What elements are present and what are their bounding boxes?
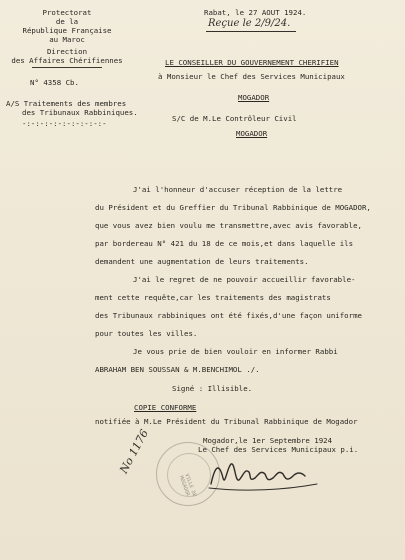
au-maroc-line: au Maroc xyxy=(49,35,85,44)
received-annotation: Reçue le 2/9/24. xyxy=(208,18,291,29)
header-rule xyxy=(32,67,102,68)
stamp-text: VILLE DE MOGADOR xyxy=(177,473,198,498)
place-and-date: Rabat, le 27 AOUT 1924. xyxy=(204,8,307,17)
body-line-5: demandent une augmentation de leurs traitements. xyxy=(95,257,309,266)
signed-line: Signé : Illisible. xyxy=(172,384,253,393)
republique-line: République Française xyxy=(22,26,112,35)
direction-line: Direction xyxy=(46,47,88,56)
body-line-6: J'ai le regret de ne pouvoir accueillir favorable- xyxy=(133,275,356,284)
recipient-city: MOGADOR xyxy=(238,93,270,102)
body-line-9: pour toutes les villes. xyxy=(95,329,198,338)
body-line-10: Je vous prie de bien vouloir en informer Rabbi xyxy=(133,347,338,356)
body-line-3: que vous avez bien voulu me transmettre,avec avis favorable, xyxy=(95,221,362,230)
subject-separator: -:-:-:-:-:-:-:-:-:- xyxy=(22,119,107,128)
via-line: S/C de M.Le Contrôleur Civil xyxy=(172,114,297,123)
received-underline xyxy=(206,31,296,32)
sender-title: LE CONSEILLER DU GOUVERNEMENT CHERIFIEN xyxy=(165,58,339,67)
handwritten-signature xyxy=(205,448,325,498)
recipient-line: à Monsieur le Chef des Services Municipaux xyxy=(158,72,345,81)
body-line-11: ABRAHAM BEN SOUSSAN & M.BENCHIMOL ./. xyxy=(95,365,260,374)
copie-conforme: COPIE CONFORME xyxy=(134,403,197,412)
body-line-4: par bordereau N° 421 du 18 de ce mois,et dans laquelle ils xyxy=(95,239,354,248)
protectorat-line: Protectorat xyxy=(42,8,92,17)
subject-line-1: A/S Traitements des membres xyxy=(6,99,127,108)
de-la-line: de la xyxy=(55,17,79,26)
reference-number: N° 4358 Cb. xyxy=(30,78,79,87)
margin-note: No 1176 xyxy=(117,427,152,476)
body-line-7: ment cette requête,car les traitements des magistrats xyxy=(95,293,331,302)
affaires-cherifiennes-line: des Affaires Chérifiennes xyxy=(11,56,123,65)
body-line-8: des Tribunaux rabbiniques ont été fixés,d'une façon uniforme xyxy=(95,311,362,320)
subject-line-2: des Tribunaux Rabbiniques. xyxy=(22,108,138,117)
body-line-2: du Président et du Greffier du Tribunal Rabbinique de MOGADOR, xyxy=(95,203,371,212)
notified-line: notifiée à M.Le Président du Tribunal Rabbinique de Mogador xyxy=(95,417,358,426)
body-line-1: J'ai l'honneur d'accuser réception de la lettre xyxy=(133,185,343,194)
footer-title: Le Chef des Services Municipaux p.i. xyxy=(198,445,359,454)
footer-place-date: Mogador,le 1er Septembre 1924 xyxy=(203,436,333,445)
via-city: MOGADOR xyxy=(236,129,268,138)
